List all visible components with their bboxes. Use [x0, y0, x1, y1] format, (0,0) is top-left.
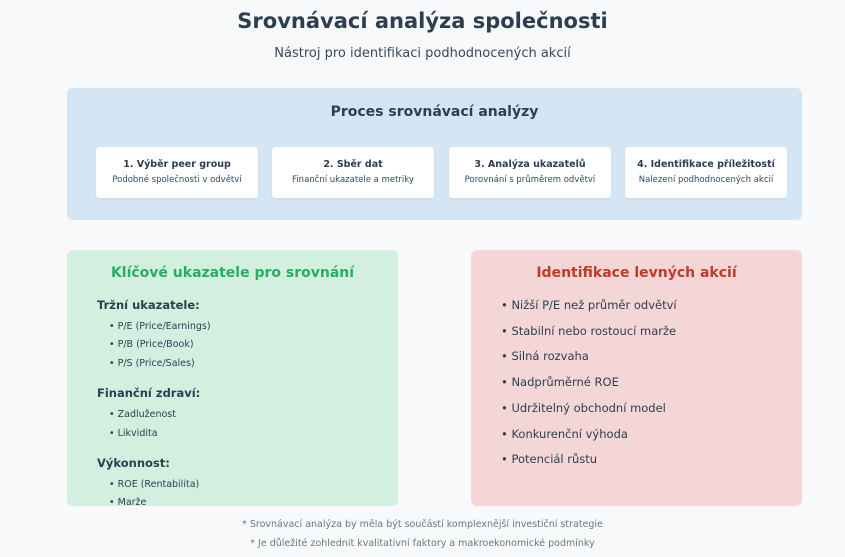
list-item: • Nadprůměrné ROE [501, 375, 619, 389]
step-title: 4. Identifikace příležitostí [637, 159, 775, 170]
group-heading-performance: Výkonnost: [97, 456, 170, 470]
list-item: • ROE (Rentabilita) [109, 479, 200, 490]
list-item: • Nižší P/E než průměr odvětví [501, 298, 677, 312]
step-title: 2. Sběr dat [323, 159, 383, 170]
footnote: * Je důležité zohlednit kvalitativní faktory a makroekonomické podmínky [250, 538, 595, 549]
process-step-3 [449, 147, 611, 198]
list-item: • Likvidita [109, 428, 158, 439]
page-title: Srovnávací analýza společnosti [237, 9, 608, 33]
process-box [67, 88, 802, 220]
step-title: 3. Analýza ukazatelů [474, 159, 586, 170]
indicators-panel [67, 250, 398, 506]
step-title: 1. Výběr peer group [123, 159, 231, 170]
list-item: • Stabilní nebo rostoucí marže [501, 324, 677, 338]
list-item: • Zadluženost [109, 409, 176, 420]
list-item: • Potenciál růstu [501, 452, 598, 466]
page-subtitle: Nástroj pro identifikaci podhodnocených akcií [274, 46, 571, 61]
list-item: • P/S (Price/Sales) [109, 358, 195, 369]
process-step-2 [272, 147, 434, 198]
group-heading-market: Tržní ukazatele: [97, 298, 200, 312]
list-item: • Silná rozvaha [501, 349, 589, 363]
step-description: Porovnání s průměrem odvětví [464, 175, 596, 185]
cheap-stocks-panel [471, 250, 802, 506]
list-item: • P/B (Price/Book) [109, 339, 194, 350]
step-description: Nalezení podhodnocených akcií [638, 175, 774, 185]
list-item: • Konkurenční výhoda [501, 427, 628, 441]
process-step-4 [625, 147, 787, 198]
step-description: Finanční ukazatele a metriky [292, 175, 414, 185]
list-item: • Marže [109, 497, 147, 506]
footnote: * Srovnávací analýza by měla být součástí komplexnější investiční strategie [242, 519, 603, 530]
process-title: Proces srovnávací analýzy [330, 104, 539, 120]
step-description: Podobné společnosti v odvětví [112, 175, 242, 185]
process-step-1 [96, 147, 258, 198]
group-heading-financial: Finanční zdraví: [97, 386, 201, 400]
list-item: • Udržitelný obchodní model [501, 401, 666, 415]
indicators-title: Klíčové ukazatele pro srovnání [110, 265, 355, 281]
cheap-stocks-title: Identifikace levných akcií [536, 265, 737, 281]
list-item: • P/E (Price/Earnings) [109, 321, 211, 332]
